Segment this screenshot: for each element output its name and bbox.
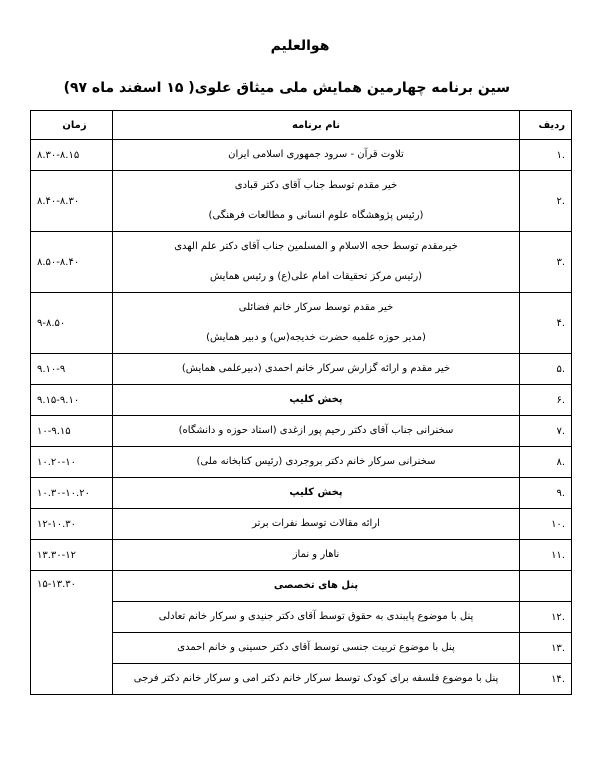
table-body <box>31 140 572 695</box>
row-name-line: خیر مقدم توسط سرکار خانم فضائلی <box>238 302 394 313</box>
row-name-line: پنل با موضوع فلسفه برای کودک توسط سرکار خانم دکتر امی و سرکار خانم دکتر فرجی <box>133 673 499 684</box>
row-num: .۳ <box>520 232 572 293</box>
table-row <box>31 293 572 354</box>
row-num: .۹ <box>520 478 572 509</box>
row-num: .۶ <box>520 385 572 416</box>
row-name <box>113 293 520 354</box>
program-table <box>30 110 572 695</box>
table-header-row <box>31 111 572 140</box>
row-num: .۸ <box>520 447 572 478</box>
header-num: ردیف <box>520 111 572 140</box>
row-name <box>113 478 520 509</box>
row-num: .۵ <box>520 354 572 385</box>
row-name <box>113 232 520 293</box>
table-row <box>31 664 572 695</box>
table-row <box>31 571 572 602</box>
row-num: .۱۰ <box>520 509 572 540</box>
row-name <box>113 416 520 447</box>
page-title: هوالعلیم <box>270 38 330 54</box>
row-time: ۹.۱۰-۹ <box>31 354 113 385</box>
row-name-line: پنل های تخصصی <box>273 580 359 591</box>
table-row <box>31 509 572 540</box>
table-row <box>31 602 572 633</box>
table-row <box>31 540 572 571</box>
row-name-line: خیرمقدم توسط حجه الاسلام و المسلمین جناب آقای دکتر علم الهدی <box>174 241 458 252</box>
row-name <box>113 540 520 571</box>
row-name <box>113 447 520 478</box>
row-num <box>520 571 572 602</box>
row-name-line: خیر مقدم و ارائه گزارش سرکار خانم احمدی (دبیرعلمی همایش) <box>181 363 451 374</box>
page-subtitle: سین برنامه چهارمین همایش ملی میثاق علوی( ۱۵ اسفند ماه ۹۷) <box>63 80 510 96</box>
row-name-line: (مدیر حوزه علمیه حضرت خدیجه(س) و دبیر همایش) <box>206 332 426 343</box>
row-num: .۱۳ <box>520 633 572 664</box>
row-num: .۷ <box>520 416 572 447</box>
table-row <box>31 385 572 416</box>
row-name <box>113 385 520 416</box>
row-name <box>113 509 520 540</box>
row-name-line: ارائه مقالات توسط نفرات برتر <box>252 518 380 529</box>
row-time: ۸.۴۰-۸.۳۰ <box>31 171 113 232</box>
row-name-line: پخش کلیپ <box>289 487 343 498</box>
table-row <box>31 447 572 478</box>
table-row <box>31 633 572 664</box>
row-name-line: پخش کلیپ <box>289 394 343 405</box>
row-time: ۸.۵۰-۸.۴۰ <box>31 232 113 293</box>
row-num: .۴ <box>520 293 572 354</box>
row-time: ۱۰.۲۰-۱۰ <box>31 447 113 478</box>
row-time: ۱۰-۹.۱۵ <box>31 416 113 447</box>
row-name <box>113 602 520 633</box>
row-name-line: ناهار و نماز <box>292 549 340 560</box>
row-name-line: پنل با موضوع تربیت جنسی توسط آقای دکتر حسینی و خانم احمدی <box>177 642 455 653</box>
row-name <box>113 664 520 695</box>
row-time: ۱۳.۳۰-۱۲ <box>31 540 113 571</box>
row-time: ۱۰.۳۰-۱۰.۲۰ <box>31 478 113 509</box>
row-name <box>113 633 520 664</box>
row-name-line: (رئیس مرکز تحقیقات امام علی(ع) و رئیس همایش <box>209 271 423 282</box>
row-time: ۸.۳۰-۸.۱۵ <box>31 140 113 171</box>
row-name-line: پنل با موضوع پایبندی به حقوق توسط آقای دکتر جنیدی و سرکار خانم تعادلی <box>158 611 474 622</box>
row-num: .۱۲ <box>520 602 572 633</box>
row-time: ۹-۸.۵۰ <box>31 293 113 354</box>
row-name <box>113 171 520 232</box>
table-row <box>31 171 572 232</box>
row-num: .۲ <box>520 171 572 232</box>
row-name-line: خیر مقدم توسط جناب آقای دکتر قبادی <box>234 180 398 191</box>
row-name <box>113 140 520 171</box>
table-row <box>31 140 572 171</box>
row-num: .۱۱ <box>520 540 572 571</box>
header-name: نام برنامه <box>113 111 520 140</box>
header-time: زمان <box>31 111 113 140</box>
row-name-line: سخنرانی جناب آقای دکتر رحیم پور ازغدی (استاد حوزه و دانشگاه) <box>178 425 454 436</box>
table-row <box>31 416 572 447</box>
row-name-line: سخنرانی سرکار خانم دکتر بروجردی (رئیس کتابخانه ملی) <box>196 456 436 467</box>
row-name-line: (رئیس پژوهشگاه علوم انسانی و مطالعات فرهنگی) <box>208 210 424 221</box>
table-row <box>31 354 572 385</box>
row-num: .۱۴ <box>520 664 572 695</box>
row-time: ۱۵-۱۳.۳۰ <box>31 571 113 695</box>
row-name <box>113 354 520 385</box>
row-num: .۱ <box>520 140 572 171</box>
table-row <box>31 478 572 509</box>
row-name-line: تلاوت قرآن - سرود جمهوری اسلامی ایران <box>228 149 404 160</box>
table-row <box>31 232 572 293</box>
row-time: ۹.۱۵-۹.۱۰ <box>31 385 113 416</box>
row-time: ۱۲-۱۰.۳۰ <box>31 509 113 540</box>
row-name <box>113 571 520 602</box>
